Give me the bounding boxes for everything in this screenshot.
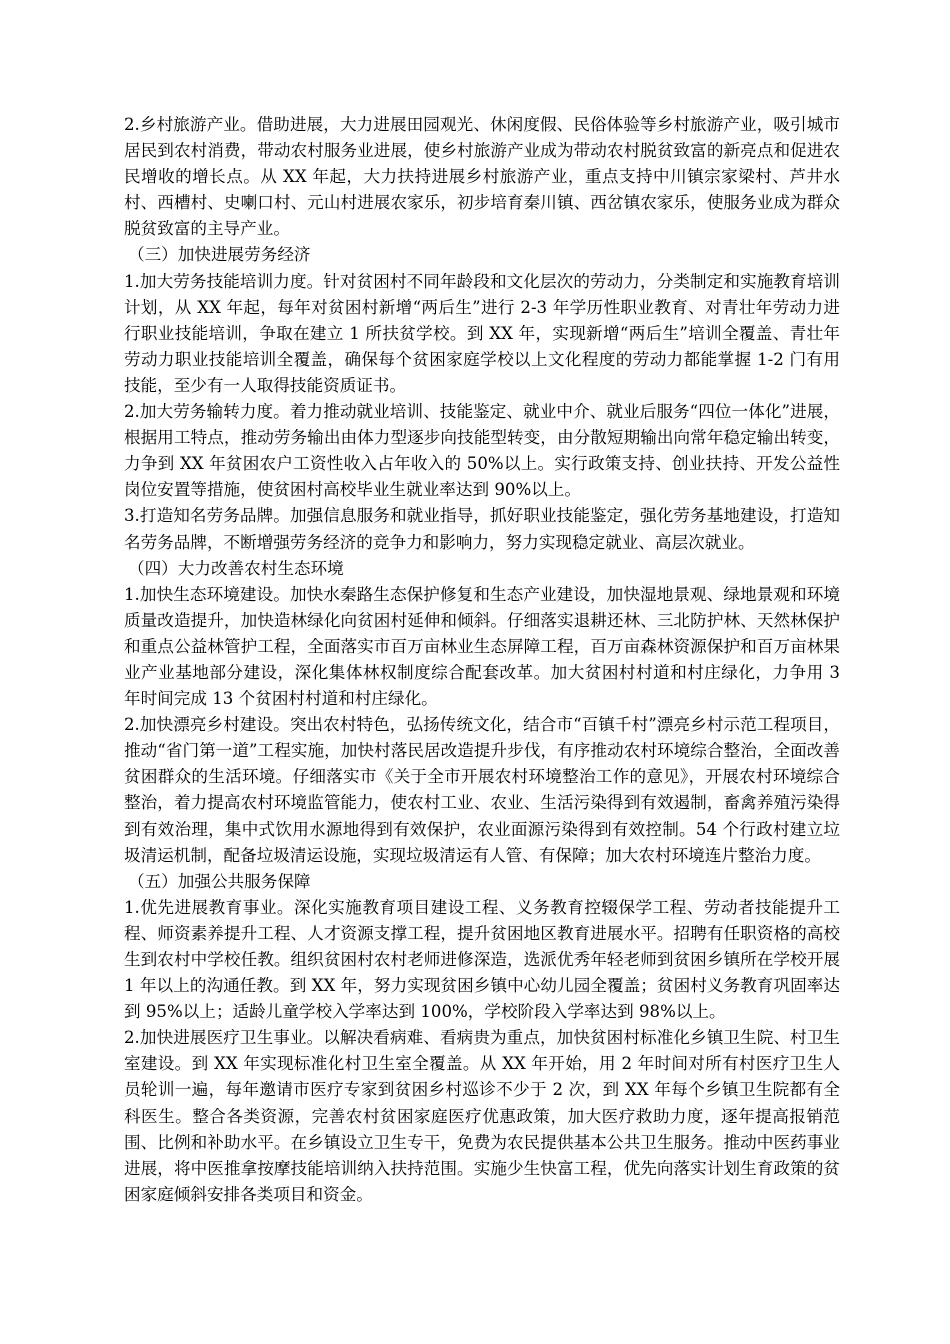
paragraph-ecology-construction: 1.加快生态环境建设。加快水秦路生态保护修复和生态产业建设，加快湿地景观、绿地景观和环境质量改造提升，加快造林绿化向贫困村延伸和倾斜。仔细落实退耕还林、三北防护林、天然林保护和重点公益林管护工程，全面落实市百万亩林业生态屏障工程，百万亩森林资源保护和百万亩林果业产业基地部分建设，深化集体林权制度综合配套改革。加大贫困村村道和村庄绿化，力争用 3 年时间完成 13 个贫困村村道和村庄绿化。: [124, 584, 840, 709]
document-body: [124, 112, 840, 1208]
paragraph-education: 1.优先进展教育事业。深化实施教育项目建设工程、义务教育控辍保学工程、劳动者技能提升工程、师资素养提升工程、人才资源支撑工程，提升贫困地区教育进展水平。招聘有任职资格的高校生到农村中学校任教。组织贫困村农村老师进修深造，选派优秀年轻老师到贫困乡镇所在学校开展 1 年以上的沟通任教。到 XX 年，努力实现贫困乡镇中心幼儿园全覆盖；贫困村义务教育巩固率达到 95%以上；适龄儿童学校入学率达到 100%，学校阶段入学率达到 98%以上。: [124, 897, 840, 1022]
section-heading-labor-economy: （三）加快进展劳务经济: [128, 245, 311, 265]
section-heading-rural-ecology: （四）大力改善农村生态环境: [128, 558, 344, 578]
paragraph-beautiful-village: 2.加快漂亮乡村建设。突出农村特色，弘扬传统文化，结合市“百镇千村”漂亮乡村示范工程项目，推动“省门第一道”工程实施，加快村落民居改造提升步伐，有序推动农村环境综合整治，全面改善贫困群众的生活环境。仔细落实市《关于全市开展农村环境整治工作的意见》，开展农村环境综合整治，着力提高农村环境监管能力，使农村工业、农业、生活污染得到有效遏制，畜禽养殖污染得到有效治理，集中式饮用水源地得到有效保护，农业面源污染得到有效控制。54 个行政村建立垃圾清运机制，配备垃圾清运设施，实现垃圾清运有人管、有保障；加大农村环境连片整治力度。: [124, 715, 840, 865]
section-heading-public-services: （五）加强公共服务保障: [128, 871, 311, 891]
paragraph-rural-tourism: 2.乡村旅游产业。借助进展，大力进展田园观光、休闲度假、民俗体验等乡村旅游产业，吸引城市居民到农村消费，带动农村服务业进展，使乡村旅游产业成为带动农村脱贫致富的新亮点和促进农民增收的增长点。从 XX 年起，大力扶持进展乡村旅游产业，重点支持中川镇宗家梁村、芦井水村、西槽村、史喇口村、元山村进展农家乐，初步培育秦川镇、西岔镇农家乐，使服务业成为群众脱贫致富的主导产业。: [124, 115, 840, 239]
paragraph-labor-transfer: 2.加大劳务输转力度。着力推动就业培训、技能鉴定、就业中介、就业后服务“四位一体化”进展，根据用工特点，推动劳务输出由体力型逐步向技能型转变，由分散短期输出向常年稳定输出转变，力争到 XX 年贫困农户工资性收入占年收入的 50%以上。实行政策支持、创业扶持、开发公益性岗位安置等措施，使贫困村高校毕业生就业率达到 90%以上。: [124, 402, 840, 500]
paragraph-medical-health: 2.加快进展医疗卫生事业。以解决看病难、看病贵为重点，加快贫困村标准化乡镇卫生院、村卫生室建设。到 XX 年实现标准化村卫生室全覆盖。从 XX 年开始，用 2 年时间对所有村医疗卫生人员轮训一遍，每年邀请市医疗专家到贫困乡村巡诊不少于 2 次，到 XX 年每个乡镇卫生院都有全科医生。整合各类资源，完善农村贫困家庭医疗优惠政策，加大医疗救助力度，逐年提高报销范围、比例和补助水平。在乡镇设立卫生专干，免费为农民提供基本公共卫生服务。推动中医药事业进展，将中医推拿按摩技能培训纳入扶持范围。实施少生快富工程，优先向落实计划生育政策的贫困家庭倾斜安排各类项目和资金。: [124, 1028, 840, 1204]
paragraph-labor-brand: 3.打造知名劳务品牌。加强信息服务和就业指导，抓好职业技能鉴定，强化劳务基地建设，打造知名劳务品牌，不断增强劳务经济的竞争力和影响力，努力实现稳定就业、高层次就业。: [124, 506, 840, 552]
paragraph-labor-skill-training: 1.加大劳务技能培训力度。针对贫困村不同年龄段和文化层次的劳动力，分类制定和实施教育培训计划，从 XX 年起，每年对贫困村新增“两后生”进行 2-3 年学历性职业教育、对青壮年劳动力进行职业技能培训，争取在建立 1 所扶贫学校。到 XX 年，实现新增“两后生”培训全覆盖、青壮年劳动力职业技能培训全覆盖，确保每个贫困家庭学校以上文化程度的劳动力都能掌握 1-2 门有用技能，至少有一人取得技能资质证书。: [124, 271, 840, 395]
